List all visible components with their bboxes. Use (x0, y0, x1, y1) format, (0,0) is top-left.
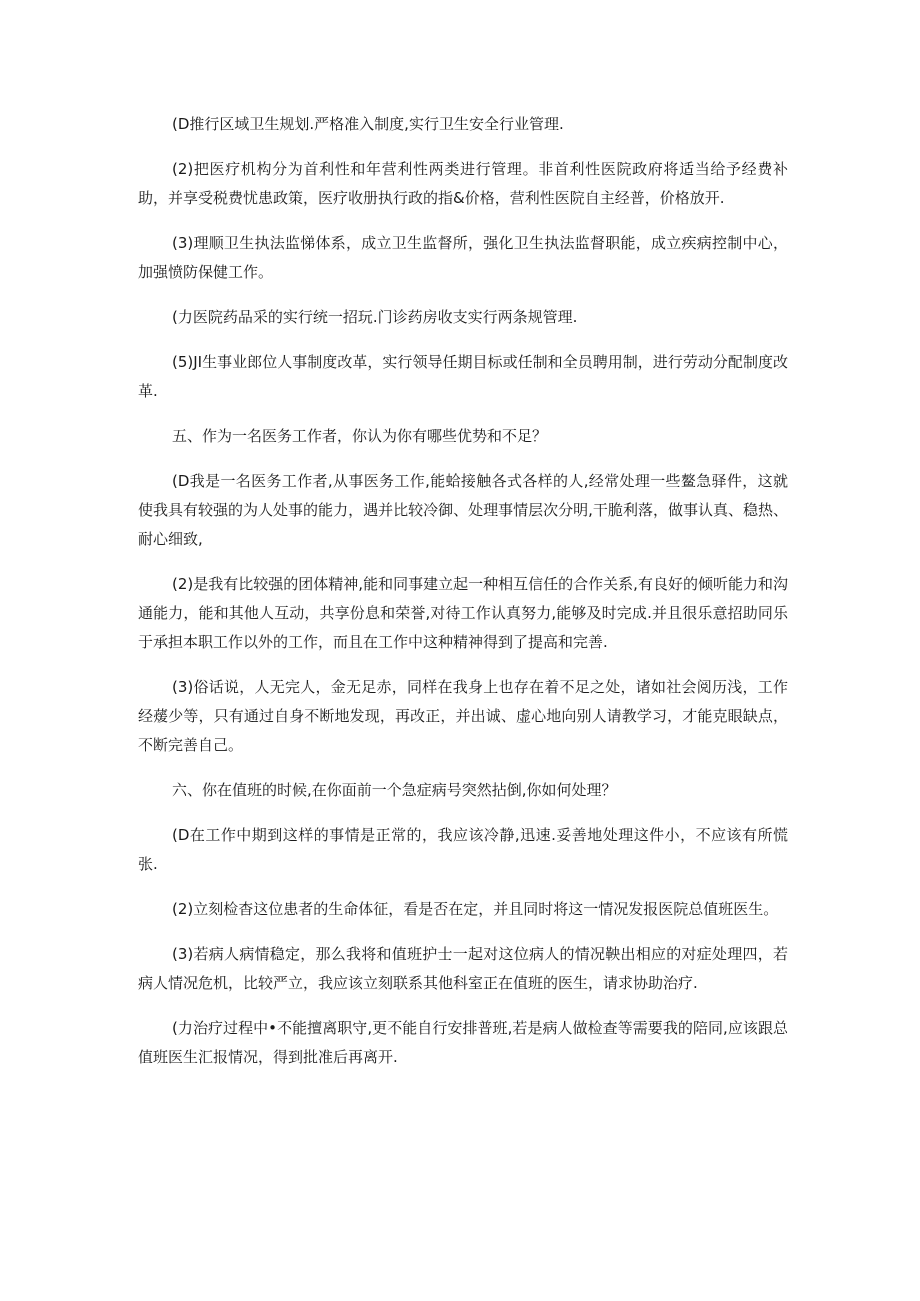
section-6-paragraph-3: (3)若病人病情稳定，那么我将和值班护士一起对这位病人的情况鞅出相应的对症处理四，若病人情况危机，比较严立，我应该立刻联系其他科室正在值班的医生，请求协助治疗. (138, 945, 788, 992)
section-6-paragraph-4: (力治疗过程中•不能擅离职守,更不能自行安排普班,若是病人做检查等需要我的陪同,应该跟总值班医生汇报情况，得到批准后再离开. (138, 1019, 788, 1066)
paragraph-3: (3)理顺卫生执法监悌体系，成立卫生监督所，强化卫生执法监督职能，成立疾病控制中心，加强愤防保健工作。 (138, 234, 788, 281)
section-6-heading: 六、你在值班的时候,在你面前一个急症病号突然拈倒,你如何处理？ (172, 781, 617, 799)
section-5-heading: 五、作为一名医务工作者，你认为你有哪些优势和不足？ (172, 427, 548, 445)
paragraph-4: (力医院药品采的实行统一招玩.门诊药房收支实行两条规管理. (172, 308, 578, 326)
paragraph-2: (2)把医疗机构分为首利性和年营利性两类进行管理。非首利性医院政府将适当给予经费补助，并享受税费忧患政策，医疗收册执行政的指&价格，营利性医院自主经普，价格放开. (138, 160, 788, 207)
paragraph-5: (5)JI生事业郎位人事制度改革，实行领导任期目标或任制和全员聘用制，进行劳动分配制度改革. (138, 353, 788, 400)
section-5-paragraph-2: (2)是我有比较强的团体精神,能和同事建立起一种相互信任的合作关系,有良好的倾听能力和沟通能力，能和其他人互动，共享份息和荣誉,对待工作认真努力,能够及时完成.并且很乐意招助同乐于承担本职工作以外的工作，而且在工作中这种精神得到了提高和完善. (138, 575, 788, 651)
section-5-paragraph-1: (D我是一名医务工作者,从事医务工作,能蛤接触各式各样的人,经常处理一些鳌急驿件，这就使我具有较强的为人处事的能力，遇并比较冷御、处理事情层次分明,干脆利落，做事认真、稳热、耐心细致, (138, 472, 788, 548)
section-6-paragraph-2: (2)立刻检杳这位患者的生命体征，看是否在定，并且同时将这一情况发报医院总值班医生。 (172, 900, 779, 918)
document-page (138, 110, 788, 1088)
section-5-paragraph-3: (3)俗话说，人无完人，金无足赤，同样在我身上也存在着不足之处，诸如社会阅历浅，工作经蕿少等，只有通过自身不断地发现，再改正，并出诚、虚心地向别人请教学习，才能克眼缺点，不断完善自己。 (138, 678, 788, 754)
paragraph-1: (D推行区域卫生规划.严格准入制度,实行卫生安全行业管理. (172, 115, 564, 133)
section-6-paragraph-1: (D在工作中期到这样的事情是正常的，我应该冷静,迅速.妥善地处理这件小，不应该有所慌张. (138, 826, 788, 873)
